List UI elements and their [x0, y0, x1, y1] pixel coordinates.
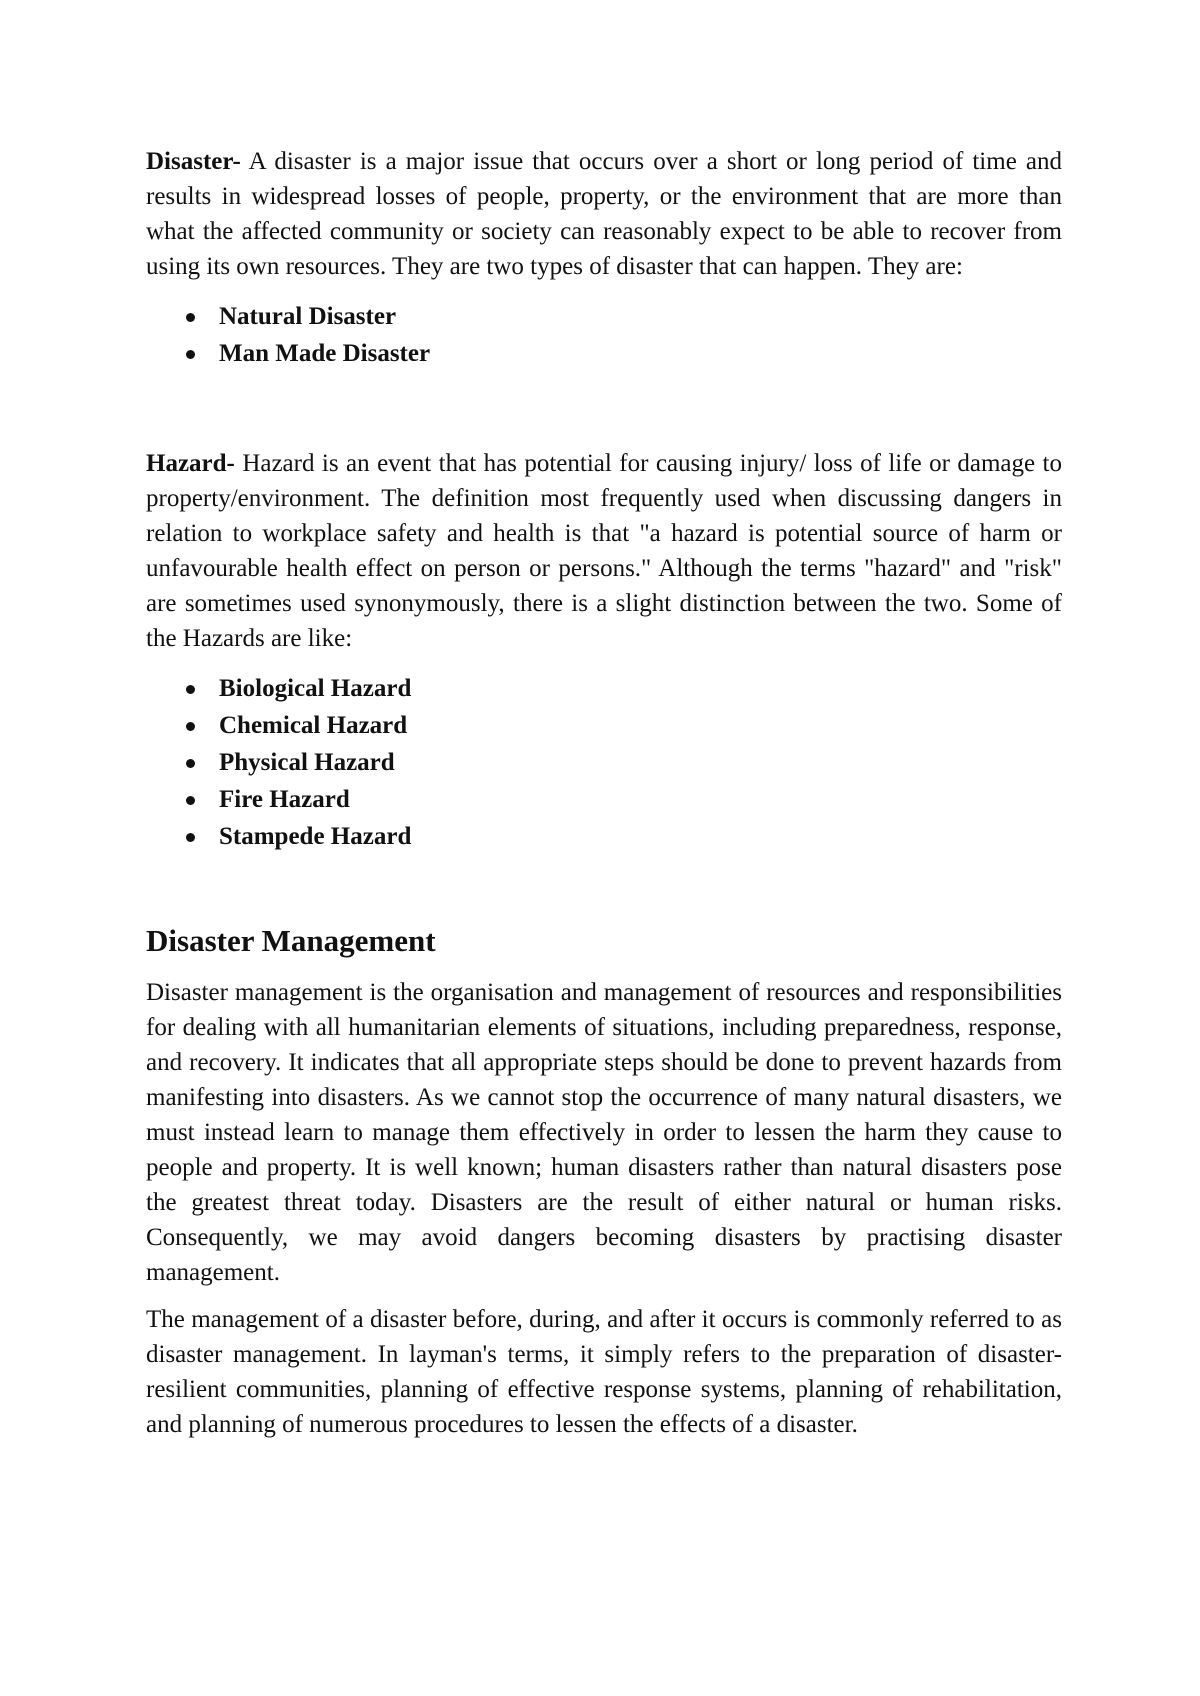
- bullet-icon: [186, 350, 195, 359]
- bullet-icon: [186, 685, 195, 694]
- disaster-paragraph: [146, 144, 1062, 284]
- management-paragraph-2: The management of a disaster before, during, and after it occurs is commonly referred to as disaster management. In layman's terms, it simply refers to the preparation of disaster-resilient communities, planning of effective response systems, planning of rehabilitation, and planning of numerous procedures to lessen the effects of a disaster.: [146, 1306, 1062, 1438]
- bullet-icon: [186, 313, 195, 322]
- hazard-term: Hazard-: [146, 450, 235, 477]
- bullet-icon: [186, 833, 195, 842]
- bullet-icon: [186, 796, 195, 805]
- list-item: Man Made Disaster: [146, 335, 1062, 372]
- list-item: Physical Hazard: [146, 744, 1062, 781]
- list-item: Natural Disaster: [146, 298, 1062, 335]
- section-heading: Disaster Management: [146, 923, 436, 958]
- list-item: Stampede Hazard: [146, 818, 1062, 855]
- disaster-definition: A disaster is a major issue that occurs over a short or long period of time and results in widespread losses of people, property, or the environment that are more than what the affected community or society can reasonably expect to be able to recover from using its own resources. They are two types of disaster that can happen. They are:: [146, 148, 1062, 280]
- list-item: Chemical Hazard: [146, 707, 1062, 744]
- hazard-definition: Hazard is an event that has potential for causing injury/ loss of life or damage to property/environment. The definition most frequently used when discussing dangers in relation to workplace safety and health is that "a hazard is potential source of harm or unfavourable health effect on person or persons." Although the terms "hazard" and "risk" are sometimes used synonymously, there is a slight distinction between the two. Some of the Hazards are like:: [146, 450, 1062, 652]
- hazard-paragraph: [146, 446, 1062, 656]
- management-paragraph-1: Disaster management is the organisation and management of resources and responsibilities for dealing with all humanitarian elements of situations, including preparedness, response, and recovery. It indicates that all appropriate steps should be done to prevent hazards from manifesting into disasters. As we cannot stop the occurrence of many natural disasters, we must instead learn to manage them effectively in order to lessen the harm they cause to people and property. It is well known; human disasters rather than natural disasters pose the greatest threat today. Disasters are the result of either natural or human risks. Consequently, we may avoid dangers becoming disasters by practising disaster management.: [146, 979, 1062, 1286]
- disaster-term: Disaster-: [146, 148, 241, 175]
- hazard-types-list: [146, 670, 1062, 855]
- document-content: [146, 144, 1062, 1442]
- bullet-icon: [186, 722, 195, 731]
- list-item: Fire Hazard: [146, 781, 1062, 818]
- bullet-icon: [186, 759, 195, 768]
- list-item: Biological Hazard: [146, 670, 1062, 707]
- disaster-types-list: [146, 298, 1062, 372]
